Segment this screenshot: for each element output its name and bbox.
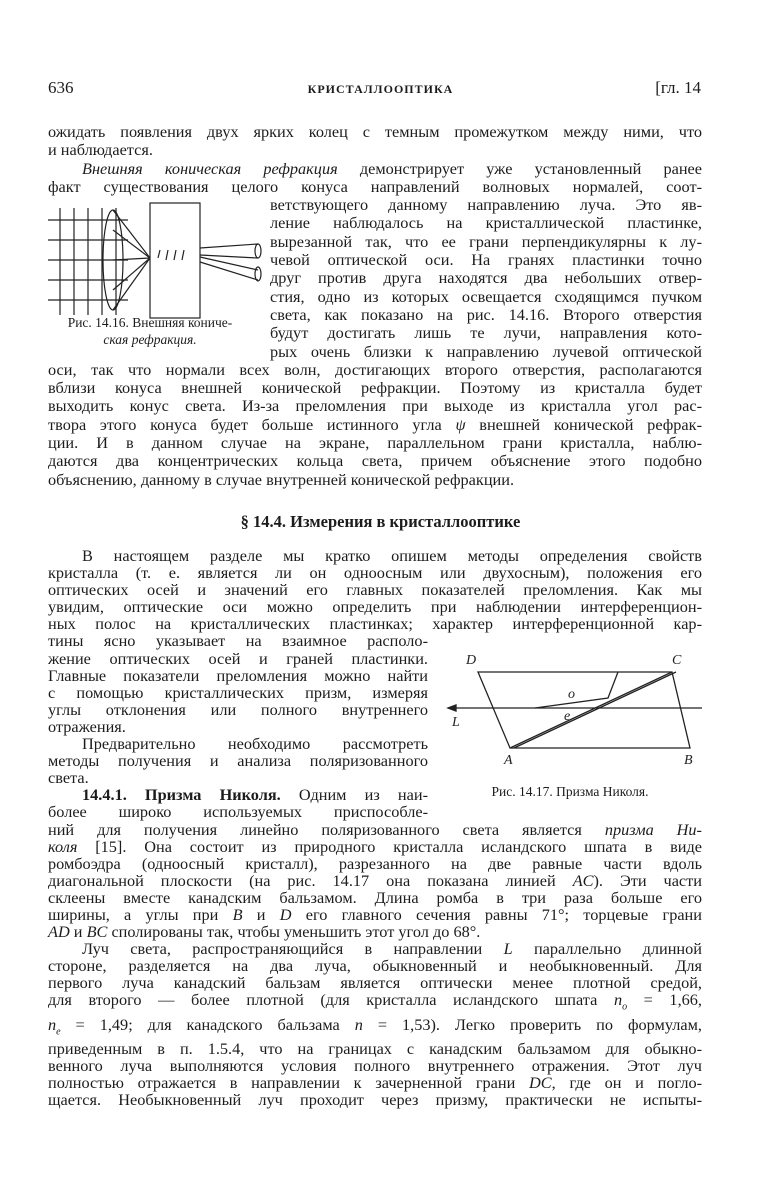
text-run: Предварительно необходимо рассмотреть: [82, 734, 428, 754]
text-run: и: [69, 922, 87, 942]
text-run: полностью отражается в направлении к зачерненной грани: [48, 1073, 530, 1093]
vertex-label-b: B: [684, 753, 693, 768]
text-line: [48, 684, 428, 701]
italic-run: призма Ни-: [604, 819, 702, 839]
text-run: щается. Необыкновенный луч проходит через призму, практически не испыты-: [48, 1090, 702, 1110]
text-line: [48, 178, 702, 196]
text-line: [48, 701, 428, 718]
text-run: Одним из наи-: [280, 785, 428, 805]
text-run: ширины, а углы при: [48, 904, 233, 924]
text-run: В настоящем разделе мы кратко опишем методы определения свойств: [82, 546, 702, 565]
text-line: [48, 803, 428, 820]
text-line: [48, 821, 702, 838]
text-line: [48, 123, 702, 141]
text-run: = 1,53). Легко проверить по формулам,: [362, 1014, 702, 1034]
bold-subsection-title: 14.4.1. Призма Николя.: [82, 785, 281, 805]
text-run: Луч света, распространяющийся в направлении: [82, 939, 504, 959]
ray-label-e: e: [564, 709, 571, 724]
text-run: углы отклонения или полного внутреннего: [48, 699, 428, 719]
text-line: [48, 752, 428, 769]
text-run: = 1,49; для канадского бальзама: [60, 1014, 355, 1034]
text-run: склеены вместе канадским бальзамом. Длина ромба в три раза больше его: [48, 887, 702, 907]
text-run: чевой оптической оси. На гранях пластинки точно: [270, 250, 702, 270]
text-line: [48, 1040, 702, 1057]
text-run: параллельно длинной: [512, 939, 702, 959]
text-run: друг против друга находятся два небольших отвер-: [270, 268, 702, 288]
text-line: [48, 160, 702, 178]
text-run: стороне, разделяется на два луча, обыкновенный и необыкновенный. Для: [48, 956, 702, 976]
text-run: диагональной плоскости (на рис. 14.17 она показана линией: [48, 870, 573, 890]
text-run: демонстрирует уже установленный ранее: [337, 158, 702, 178]
text-line: [270, 343, 702, 361]
text-line: [48, 434, 702, 452]
text-line: [48, 632, 428, 649]
text-run: сполированы так, чтобы уменьшить этот угол до 68°.: [107, 922, 481, 942]
text-run: твора этого конуса будет больше истинного угла: [48, 414, 456, 434]
text-line: [48, 957, 702, 974]
text-line: [48, 1057, 702, 1074]
text-line: [48, 141, 702, 159]
text-run: Главные показатели преломления можно найти: [48, 665, 428, 685]
italic-run: Внешняя коническая рефракция: [82, 158, 338, 178]
italic-run: AD: [48, 922, 70, 942]
text-run: с помощью кристаллических призм, измеряя: [48, 682, 428, 702]
text-line: [48, 471, 702, 489]
text-line: [48, 906, 702, 923]
text-line: [48, 786, 428, 803]
text-run: будут достигать лишь те лучи, направления кото-: [270, 323, 702, 343]
italic-run: BC: [86, 922, 108, 942]
text-line: [270, 251, 702, 269]
text-run: вблизи конуса внешней конической рефракции. Поэтому из кристалла будет: [48, 378, 702, 398]
text-run: , где он и погло-: [551, 1073, 703, 1093]
text-run: внешней конической рефрак-: [465, 414, 702, 434]
text-run: для второго — более плотной (для кристалла исландского шпата: [48, 990, 614, 1010]
subscript: o: [622, 1001, 628, 1013]
text-run: = 1,66,: [627, 990, 702, 1010]
subscript: e: [56, 1026, 61, 1038]
text-line: [48, 1074, 702, 1091]
text-run: методы получения и анализа поляризованного: [48, 751, 428, 771]
text-run: ожидать появления двух ярких колец с темным промежутком между ними, что: [48, 122, 702, 141]
text-run: ний для получения линейно поляризованного света является: [48, 819, 605, 839]
text-run: приведенным в п. 1.5.4, что на границах с канадским бальзамом для обыкно-: [48, 1039, 702, 1059]
text-line: [270, 288, 702, 306]
text-line: [48, 1016, 702, 1040]
ray-label-l: L: [452, 715, 460, 730]
vertex-label-d: D: [466, 653, 477, 668]
italic-run: D: [279, 904, 292, 924]
text-line: [48, 650, 428, 667]
text-run: жение оптических осей и граней пластинки.: [48, 648, 428, 668]
text-line: [270, 324, 702, 342]
text-run: ветствующего данному направлению луча. Это яв-: [270, 195, 702, 215]
text-line: [48, 991, 702, 1015]
text-line: [48, 872, 702, 889]
italic-run: n: [613, 990, 623, 1010]
text-line: [270, 196, 702, 214]
italic-run: n: [48, 1014, 57, 1034]
text-line: [270, 269, 702, 287]
caption-line: ская рефракция.: [103, 332, 197, 347]
italic-run: ψ: [455, 414, 466, 434]
italic-run: B: [232, 904, 243, 924]
text-line: [48, 667, 428, 684]
text-line: [48, 1091, 702, 1108]
vertex-label-a: A: [504, 753, 513, 768]
text-line: [48, 416, 702, 434]
text-line: [48, 615, 702, 632]
italic-run: DC: [529, 1073, 552, 1093]
chapter-marker: [гл. 14: [655, 78, 701, 97]
text-line: [48, 838, 702, 855]
text-run: рых очень близки к направлению лучевой оптической: [270, 341, 702, 361]
text-line: [48, 397, 702, 415]
italic-run: n: [354, 1014, 363, 1034]
text-line: [48, 379, 702, 397]
ray-label-o: o: [568, 687, 575, 702]
text-line: [48, 923, 702, 940]
page-number: 636: [48, 78, 74, 97]
text-run: более широко используемых приспособле-: [48, 802, 428, 822]
text-run: выходить конус света. Из-за преломления при выходе из кристалла угол рас-: [48, 396, 702, 416]
text-line: [48, 940, 702, 957]
caption-line: Рис. 14.16. Внешняя кониче-: [67, 315, 233, 330]
text-run: ции. И в данном случае на экране, параллельном грани кристалла, наблю-: [48, 433, 702, 453]
text-run: факт существования целого конуса направлений волновых нормалей, соот-: [48, 176, 702, 196]
text-run: первого луча канадский бальзам является оптически менее плотной средой,: [48, 973, 702, 993]
text-run: даются два концентрических кольца света, причем объяснение этого подобно: [48, 451, 702, 471]
figure-14-17-nicol-prism: [440, 650, 710, 770]
text-run: кристалла (т. е. является ли он одноосным или двухосным), положения его: [48, 563, 702, 583]
text-run: ). Эти части: [593, 870, 702, 890]
text-line: [48, 361, 702, 379]
running-title: КРИСТАЛЛООПТИКА: [307, 82, 454, 96]
text-line: [48, 547, 702, 564]
text-line: [270, 233, 702, 251]
figure-14-16-external-conical-refraction: [48, 200, 268, 320]
text-run: увидим, оптические оси можно определить при наблюдении интерференцион-: [48, 597, 702, 617]
text-line: [48, 718, 428, 735]
text-run: вырезанной так, что ее грани перпендикулярны к лу-: [270, 231, 702, 251]
text-line: [270, 214, 702, 232]
text-run: и: [242, 904, 280, 924]
text-run: объяснению, данному в случае внутренней конической рефракции.: [48, 469, 515, 489]
text-line: [48, 855, 702, 872]
italic-run: коля: [48, 836, 78, 856]
figure-14-16-caption: [40, 314, 260, 348]
text-run: стия, одно из которых освещается сходящимся пучком: [270, 286, 702, 306]
text-run: тины ясно указывает на взаимное располо-: [48, 631, 428, 651]
text-run: ромбоэдра (одноосный кристалл), разрезанного на две равные части вдоль: [48, 853, 702, 873]
text-line: [48, 598, 702, 615]
text-run: ных полос на кристаллических пластинках; характер интерференционной кар-: [48, 614, 702, 634]
text-line: [48, 974, 702, 991]
figure-14-17-caption: Рис. 14.17. Призма Николя.: [491, 784, 649, 799]
text-line: [48, 581, 702, 598]
text-line: [48, 889, 702, 906]
text-run: ление наблюдалось на кристаллической пластинке,: [270, 213, 702, 233]
text-line: [48, 769, 428, 786]
italic-run: AC: [572, 870, 594, 890]
text-line: [48, 735, 428, 752]
text-run: оси, так что нормали всех волн, достигающих второго отверстия, располагаются: [48, 359, 702, 379]
text-run: света.: [48, 768, 89, 788]
section-heading: § 14.4. Измерения в кристаллооптике: [240, 512, 521, 531]
text-run: света, как показано на рис. 14.16. Второго отверстия: [270, 304, 702, 324]
text-block-measurements: [48, 547, 702, 1109]
text-run: оптических осей и значений его главных показателей преломления. Как мы: [48, 580, 702, 600]
italic-run: L: [503, 939, 513, 959]
text-run: и наблюдается.: [48, 140, 153, 160]
text-run: отражения.: [48, 716, 126, 736]
text-line: [270, 306, 702, 324]
text-line: [48, 564, 702, 581]
text-run: его главного сечения равны 71°; торцевые грани: [291, 904, 702, 924]
text-line: [48, 452, 702, 470]
text-run: венного луча выполняются условия полного внутреннего отражения. Этот луч: [48, 1056, 702, 1076]
vertex-label-c: C: [672, 653, 682, 668]
text-run: [15]. Она состоит из природного кристалла исландского шпата в виде: [77, 836, 702, 856]
